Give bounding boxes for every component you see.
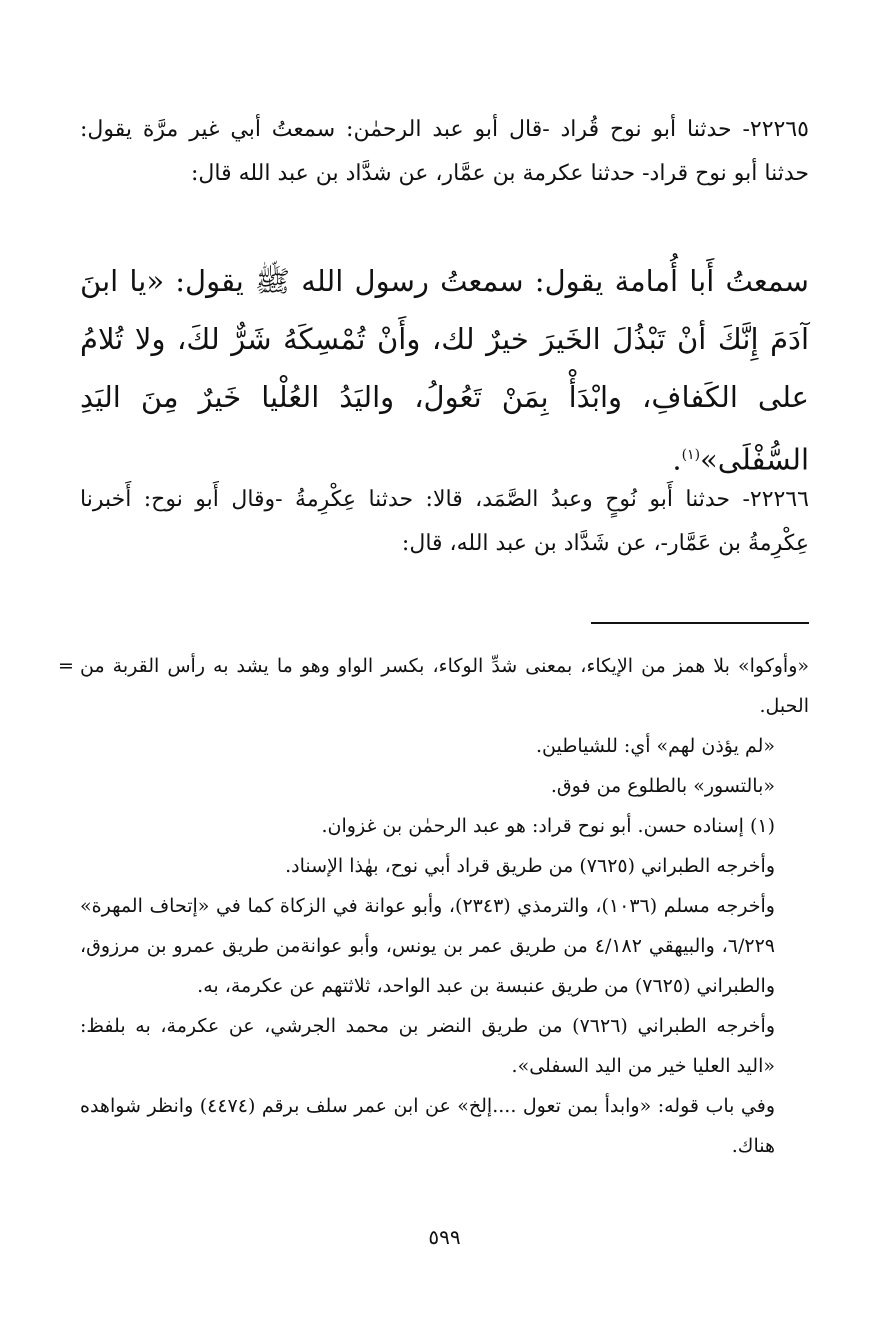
footnote-line: وأخرجه مسلم (١٠٣٦)، والترمذي (٢٣٤٣)، وأبو عوانة في الزكاة كما في «إتحاف المهرة» ٦/٢٢٩، والبيهقي ٤/١٨٢ من طريق عمر بن يونس، وأبو عوانةمن طريق عمرو بن مرزوق، والطبراني (٧٦٢٥) من طريق عنبسة بن عبد الواحد، ثلاثتهم عن عكرمة، به.: [80, 895, 775, 997]
footnote-line: «بالتسور» بالطلوع من فوق.: [550, 775, 775, 797]
continuation-marker: =: [58, 655, 74, 677]
hadith-22265-matn: سمعتُ أَبا أُمامة يقول: سمعتُ رسول الله ﷺ يقول: «يا ابنَ آدَمَ إِنَّكَ أنْ تَبْذُلَ الخَيرَ خيرٌ لك، وأَنْ تُمْسِكَهُ شَرٌّ لكَ، ولا تُلامُ على الكَفافِ، وابْدَأْ بِمَنْ تَعُولُ، واليَدُ العُلْيا خَيرٌ مِنَ اليَدِ السُّفْلَى»: [80, 264, 809, 477]
footnote-line: وفي باب قوله: «وابدأ بمن تعول ....إلخ» عن ابن عمر سلف برقم (٤٤٧٤) وانظر شواهده هناك.: [80, 1095, 775, 1157]
footnote-line: = «وأوكوا» بلا همز من الإيكاء، بمعنى شدِّ الوكاء، بكسر الواو وهو ما يشد به رأس القربة من الحبل.: [80, 646, 809, 726]
footnote-line: «لم يؤذن لهم» أي: للشياطين.: [535, 735, 775, 757]
footnote-line: وأخرجه الطبراني (٧٦٢٥) من طريق قراد أبي نوح، بهٰذا الإسناد.: [285, 855, 775, 877]
footnotes: [58, 646, 809, 1166]
hadith-22266-isnad: ٢٢٢٦٦- حدثنا أَبو نُوحٍ وعبدُ الصَّمَد، قالا: حدثنا عِكْرِمةُ -وقال أَبو نوح: أَخبرنا عِكْرِمةُ بن عَمَّار-، عن شَدَّاد بن عبد الله، قال:: [80, 487, 809, 556]
footnote-separator: [591, 622, 809, 624]
hadith-end-mark: .: [672, 442, 682, 477]
footnote-reference: (١): [681, 447, 701, 463]
footnote-line: وأخرجه الطبراني (٧٦٢٦) من طريق النضر بن محمد الجرشي، عن عكرمة، به بلفظ: «اليد العليا خير من اليد السفلى».: [80, 1015, 775, 1077]
page-number: ٥٩٩: [428, 1225, 461, 1249]
hadith-22265-isnad: ٢٢٢٦٥- حدثنا أبو نوح قُراد -قال أبو عبد الرحمٰن: سمعتُ أبي غير مرَّة يقول: حدثنا أبو نوح قراد- حدثنا عكرمة بن عمَّار، عن شدَّاد بن عبد الله قال:: [80, 117, 809, 186]
hadith-22265-text: [80, 252, 809, 489]
footnote-line: (١) إسناده حسن. أبو نوح قراد: هو عبد الرحمٰن بن غزوان.: [321, 815, 775, 837]
